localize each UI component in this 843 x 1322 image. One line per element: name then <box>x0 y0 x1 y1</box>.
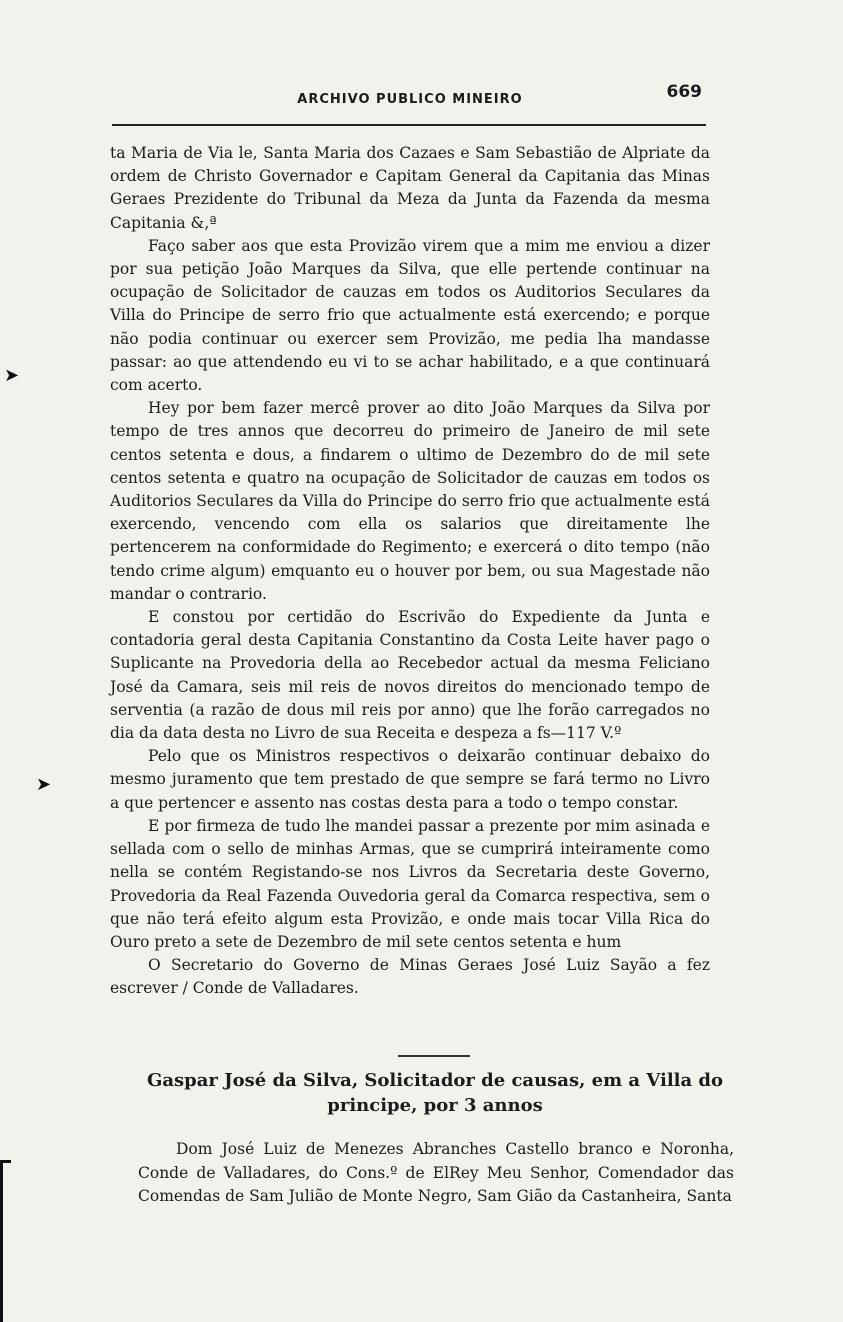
body-paragraph: E constou por certidão do Escrivão do Expediente da Junta e contadoria geral desta Capitania Constantino da Costa Leite haver pago o Suplicante na Provedoria della ao Recebedor actual da mesma Feliciano José da Camara, seis mil reis de novos direitos do mencionado tempo de serventia (a razão de dous mil reis por anno) que lhe forão carregados no dia da data desta no Livro de sua Receita e despeza a fs—117 V.º <box>110 608 710 743</box>
margin-arrow-icon: ➤ <box>36 774 52 795</box>
body-paragraph: Pelo que os Ministros respectivos o deixarão continuar debaixo do mesmo juramento que tem prestado de que sempre se fará termo no Livro a que pertencer e assento nas costas desta para a todo o tempo constar. <box>110 747 710 812</box>
body-paragraph: O Secretario do Governo de Minas Geraes José Luiz Sayão a fez escrever / Conde de Valladares. <box>110 956 710 998</box>
page-header <box>112 82 708 122</box>
body-paragraph: Faço saber aos que esta Provizão virem que a mim me enviou a dizer por sua petição João Marques da Silva, que elle pertende continuar na ocupação de Solicitador de cauzas em todos os Auditorios Seculares da Villa do Principe de serro frio que actualmente está exercendo; e porque não podia continuar ou exercer sem Provizão, me pedia lha mandasse passar: ao que attendendo eu vi to se achar habilitado, e a que continuará com acerto. <box>110 236 710 395</box>
section-body <box>138 1138 734 1209</box>
header-rule <box>112 124 706 126</box>
page-edge-rule <box>0 1160 11 1322</box>
document-body <box>110 142 710 1001</box>
page-number: 669 <box>666 82 702 102</box>
margin-arrow-icon: ➤ <box>4 365 20 386</box>
body-paragraph: Hey por bem fazer mercê prover ao dito João Marques da Silva por tempo de tres annos que decorreu do primeiro de Janeiro de mil sete centos setenta e dous, a findarem o ultimo de Dezembro do de mil sete centos setenta e quatro na ocupação de Solicitador de cauzas em todos os Auditorios Seculares da Villa do Principe do serro frio que actualmente está exercendo, vencendo com ella os salarios que direitamente lhe pertencerem na conformidade do Regimento; e exercerá o dito tempo (não tendo crime algum) emquanto eu o houver por bem, ou sua Magestade não mandar o contrario. <box>110 399 710 603</box>
section-divider <box>398 1055 470 1057</box>
section-paragraph: Dom José Luiz de Menezes Abranches Castello branco e Noronha, Conde de Valladares, do Cons.º de ElRey Meu Senhor, Comendador das Comendas de Sam Julião de Monte Negro, Sam Gião da Castanheira, Santa <box>138 1140 734 1205</box>
section-heading: Gaspar José da Silva, Solicitador de causas, em a Villa do principe, por 3 annos <box>146 1070 724 1116</box>
body-paragraph: ta Maria de Via le, Santa Maria dos Cazaes e Sam Sebastião de Alpriate da ordem de Christo Governador e Capitam General da Capitania das Minas Geraes Prezidente do Tribunal da Meza da Junta da Fazenda da mesma Capitania &,ª <box>110 144 710 232</box>
body-paragraph: E por firmeza de tudo lhe mandei passar a prezente por mim asinada e sellada com o sello de minhas Armas, que se cumprirá inteiramente como nella se contém Registando-se nos Livros da Secretaria deste Governo, Provedoria da Real Fazenda Ouvedoria geral da Comarca respectiva, sem o que não terá efeito algum esta Provizão, e onde mais tocar Villa Rica do Ouro preto a sete de Dezembro de mil sete centos setenta e hum <box>110 816 710 951</box>
running-title: ARCHIVO PUBLICO MINEIRO <box>297 92 523 107</box>
